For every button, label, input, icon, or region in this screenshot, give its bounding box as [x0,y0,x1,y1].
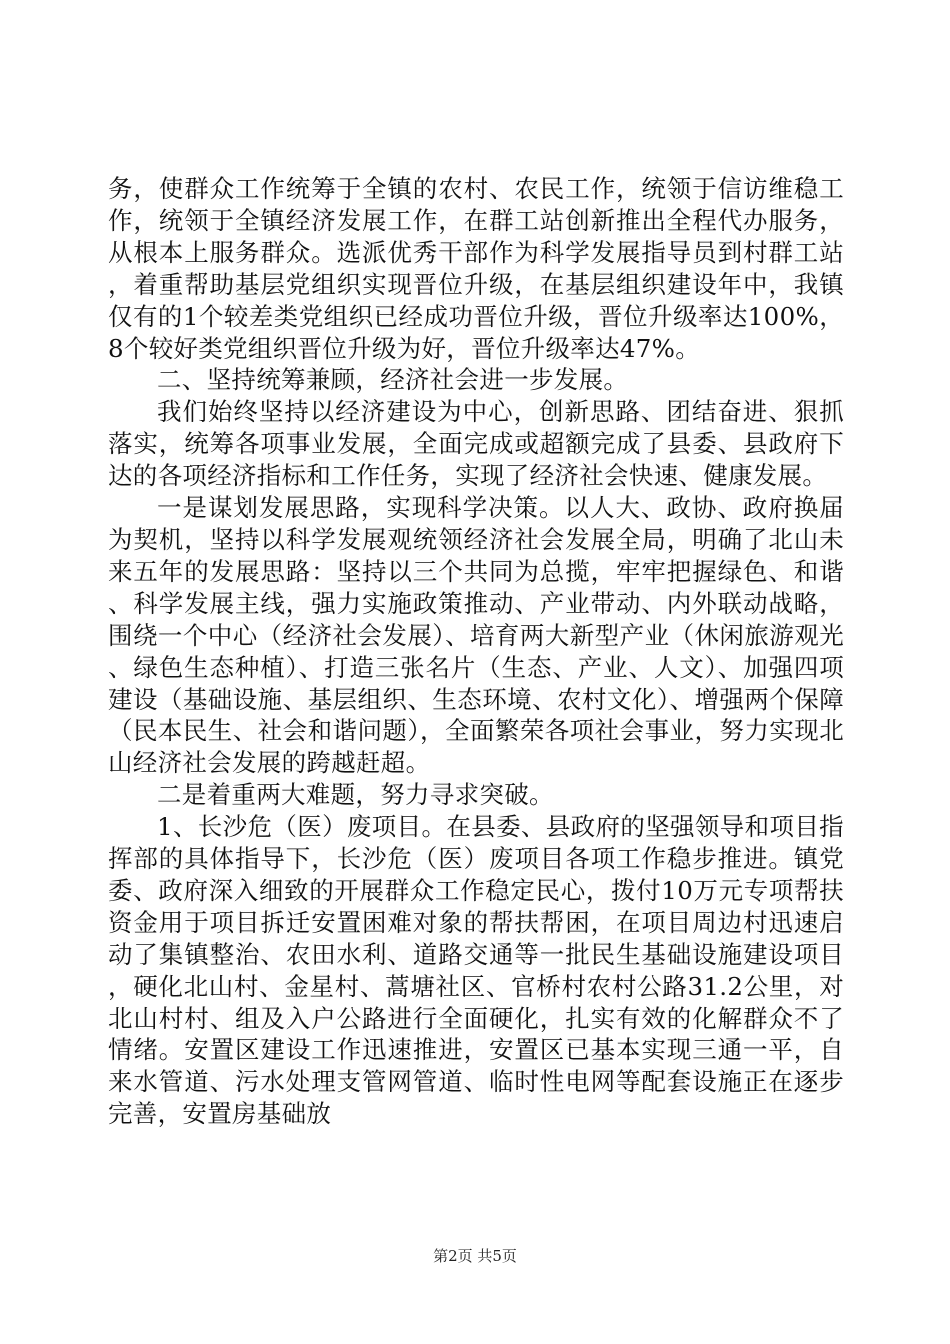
sub-heading: 二是着重两大难题，努力寻求突破。 [157,780,554,810]
paragraph: 务，使群众工作统筹于全镇的农村、农民工作，统领于信访维稳工作，统领于全镇经济发展工作，在群工站创新推出全程代办服务，从根本上服务群众。选派优秀干部作为科学发展指导员到村群工站，着重帮助基层党组织实现晋位升级，在基层组织建设年中，我镇仅有的1个较差类党组织已经成功晋位升级，晋位升级率达100%，8个较好类党组织晋位升级为好，晋位升级率达47%。 [108,174,844,363]
page-footer [0,1246,950,1266]
paragraph: 1、长沙危（医）废项目。在县委、县政府的坚强领导和项目指挥部的具体指导下，长沙危（医）废项目各项工作稳步推进。镇党委、政府深入细致的开展群众工作稳定民心，拨付10万元专项帮扶资金用于项目拆迁安置困难对象的帮扶帮困，在项目周边村迅速启动了集镇整治、农田水利、道路交通等一批民生基础设施建设项目，硬化北山村、金星村、蒿塘社区、官桥村农村公路31.2公里，对北山村村、组及入户公路进行全面硬化，扎实有效的化解群众不了情绪。安置区建设工作迅速推进，安置区已基本实现三通一平，自来水管道、污水处理支管网管道、临时性电网等配套设施正在逐步完善，安置房基础放 [108,812,844,1129]
paragraph: 我们始终坚持以经济建设为中心，创新思路、团结奋进、狠抓落实，统筹各项事业发展，全面完成或超额完成了县委、县政府下达的各项经济指标和工作任务，实现了经济社会快速、健康发展。 [108,397,844,491]
section-heading: 二、坚持统筹兼顾，经济社会进一步发展。 [157,365,629,395]
paragraph: 一是谋划发展思路，实现科学决策。以人大、政协、政府换届为契机，坚持以科学发展观统领经济社会发展全局，明确了北山未来五年的发展思路：坚持以三个共同为总揽，牢牢把握绿色、和谐、科学发展主线，强力实施政策推动、产业带动、内外联动战略，围绕一个中心（经济社会发展）、培育两大新型产业（休闲旅游观光、绿色生态种植）、打造三张名片（生态、产业、人文）、加强四项建设（基础设施、基层组织、生态环境、农村文化）、增强两个保障（民本民生、社会和谐问题），全面繁荣各项社会事业，努力实现北山经济社会发展的跨越赶超。 [108,493,844,778]
document-body [108,173,844,1130]
page-number: 第2页 共5页 [433,1247,517,1265]
